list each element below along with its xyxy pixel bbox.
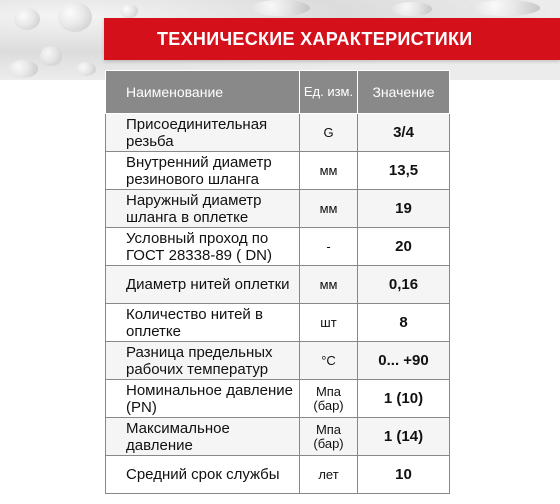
cell-name: Максимальное давление [106,418,300,456]
title-banner [104,18,560,60]
cell-unit: - [300,228,358,266]
cell-unit: °С [300,342,358,380]
water-drop-decoration [470,0,540,16]
table-row [106,418,450,456]
table-row [106,266,450,304]
water-drop-decoration [8,60,38,78]
water-drop-decoration [250,0,310,16]
cell-name: Номинальное давление (PN) [106,380,300,418]
cell-value: 13,5 [358,152,450,190]
cell-name: Количество нитей в оплетке [106,304,300,342]
cell-name: Условный проход по ГОСТ 28338-89 ( DN) [106,228,300,266]
table-row [106,114,450,152]
specs-table-container [105,70,449,494]
cell-value: 8 [358,304,450,342]
table-row [106,456,450,494]
cell-name: Разница предельных рабочих температур [106,342,300,380]
specs-table [105,70,450,494]
cell-name: Диаметр нитей оплетки [106,266,300,304]
cell-unit: мм [300,190,358,228]
cell-value: 0... +90 [358,342,450,380]
cell-value: 1 (10) [358,380,450,418]
header-unit: Ед. изм. [300,71,358,114]
cell-unit: лет [300,456,358,494]
cell-unit: мм [300,152,358,190]
cell-value: 10 [358,456,450,494]
cell-value: 1 (14) [358,418,450,456]
cell-unit: Мпа (бар) [300,418,358,456]
cell-name: Присоединительная резьба [106,114,300,152]
header-name: Наименование [106,71,300,114]
table-row [106,190,450,228]
header-value: Значение [358,71,450,114]
cell-value: 20 [358,228,450,266]
water-drop-decoration [392,2,432,16]
cell-unit: мм [300,266,358,304]
cell-unit: G [300,114,358,152]
cell-unit: шт [300,304,358,342]
table-row [106,304,450,342]
cell-name: Наружный диаметр шланга в оплетке [106,190,300,228]
water-drop-decoration [76,62,96,76]
cell-value: 0,16 [358,266,450,304]
water-drop-decoration [58,2,92,32]
water-drop-decoration [14,8,40,30]
water-drop-decoration [40,46,62,66]
table-row [106,152,450,190]
cell-value: 19 [358,190,450,228]
cell-name: Внутренний диаметр резинового шланга [106,152,300,190]
cell-name: Средний срок службы [106,456,300,494]
table-row [106,380,450,418]
cell-value: 3/4 [358,114,450,152]
water-drop-decoration [120,4,138,18]
cell-unit: Мпа (бар) [300,380,358,418]
table-row [106,228,450,266]
table-header-row [106,71,450,114]
page-title: ТЕХНИЧЕСКИЕ ХАРАКТЕРИСТИКИ [157,28,473,49]
table-row [106,342,450,380]
